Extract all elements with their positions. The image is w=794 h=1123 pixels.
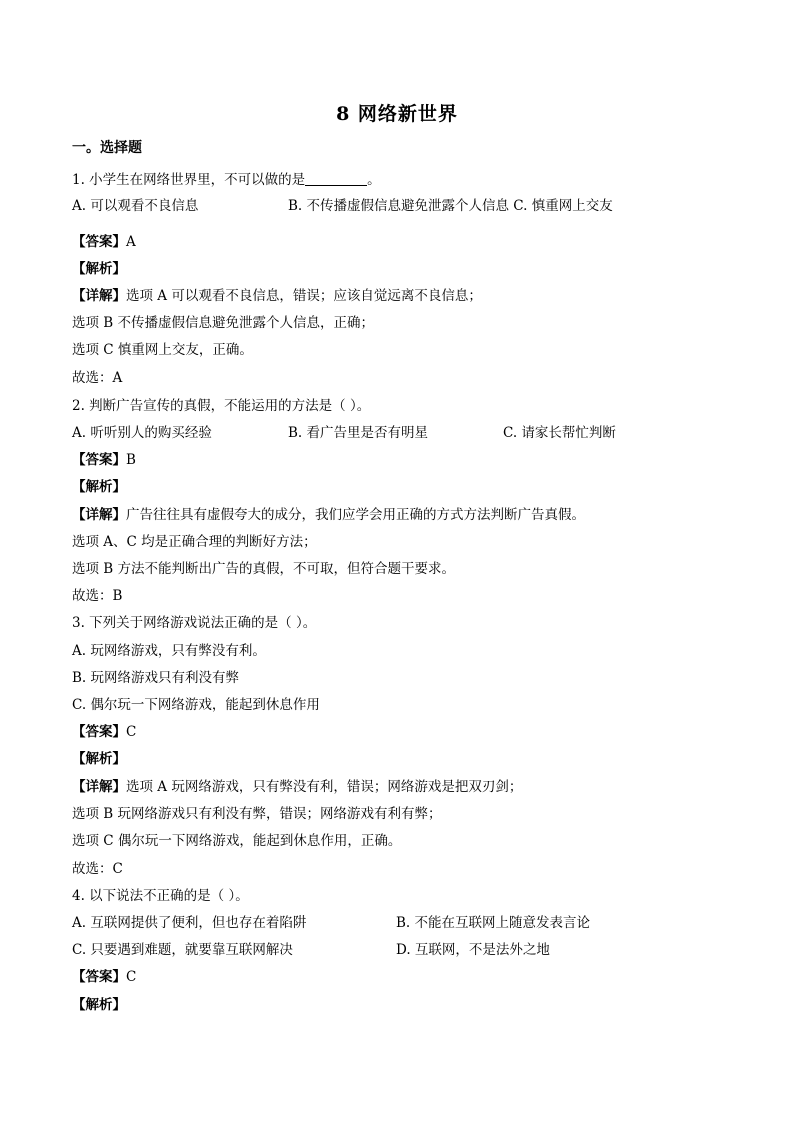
question-3-answer [72,722,136,742]
question-4-answer [72,967,136,987]
question-1-detail-1 [72,286,482,306]
answer-value: B [126,452,136,468]
question-1-conclusion: 故选：A [72,370,123,386]
question-2-detail-3: 选项 B 方法不能判断出广告的真假，不可取，但符合题干要求。 [72,561,456,577]
question-3-detail-2: 选项 B 玩网络游戏只有利没有弊，错误；网络游戏有利有弊； [72,806,442,822]
answer-value: A [126,234,136,250]
question-3-option-b: B. 玩网络游戏只有利没有弊 [72,670,240,686]
question-1-analysis [72,259,126,279]
question-3-stem: 3. 下列关于网络游戏说法正确的是（ ）。 [72,615,317,631]
question-4-option-b: B. 不能在互联网上随意发表言论 [396,915,591,931]
detail-tag: 【详解】 [72,288,126,304]
detail-text: 选项 A 玩网络游戏，只有弊没有利，错误；网络游戏是把双刃剑； [126,779,523,795]
question-2-detail-2: 选项 A、C 均是正确合理的判断好方法； [72,534,317,550]
answer-value: C [126,969,137,985]
question-4-analysis [72,995,126,1015]
question-4-option-c: C. 只要遇到难题，就要靠互联网解决 [72,942,293,958]
answer-tag: 【答案】 [72,969,126,985]
question-4-option-a: A. 互联网提供了便利，但也存在着陷阱 [72,915,307,931]
answer-tag: 【答案】 [72,234,126,250]
analysis-tag: 【解析】 [72,997,126,1013]
answer-value: C [126,724,137,740]
detail-tag: 【详解】 [72,779,126,795]
question-2-option-c: C. 请家长帮忙判断 [503,425,616,441]
question-3-detail-3: 选项 C 偶尔玩一下网络游戏，能起到休息作用，正确。 [72,833,402,849]
question-2-detail-1 [72,505,585,525]
question-1-detail-3: 选项 C 慎重网上交友，正确。 [72,342,253,358]
question-3-detail-1 [72,777,522,797]
question-2-conclusion: 故选：B [72,588,123,604]
question-2-answer [72,450,136,470]
question-1-option-a: A. 可以观看不良信息 [72,198,199,214]
detail-text: 选项 A 可以观看不良信息，错误；应该自觉远离不良信息； [126,288,482,304]
analysis-tag: 【解析】 [72,479,126,495]
question-1-stem-text: 1. 小学生在网络世界里，不可以做的是 [72,172,306,188]
question-4-option-d: D. 互联网，不是法外之地 [396,942,550,958]
answer-tag: 【答案】 [72,452,126,468]
question-3-option-c: C. 偶尔玩一下网络游戏，能起到休息作用 [72,697,320,713]
section-heading: 一。选择题 [72,140,142,156]
question-2-stem: 2. 判断广告宣传的真假，不能运用的方法是（ ）。 [72,398,371,414]
question-1-answer [72,232,136,252]
question-1-detail-2: 选项 B 不传播虚假信息避免泄露个人信息，正确； [72,315,375,331]
question-1-stem [72,170,381,190]
question-1-option-bc: B. 不传播虚假信息避免泄露个人信息 C. 慎重网上交友 [288,198,613,214]
detail-tag: 【详解】 [72,507,126,523]
question-1-stem-end: 。 [367,172,381,188]
question-2-option-a: A. 听听别人的购买经验 [72,425,212,441]
question-3-analysis [72,749,126,769]
analysis-tag: 【解析】 [72,751,126,767]
question-3-conclusion: 故选：C [72,861,123,877]
answer-blank [305,171,367,186]
answer-tag: 【答案】 [72,724,126,740]
question-4-stem: 4. 以下说法不正确的是（ ）。 [72,888,249,904]
page-title: 8 网络新世界 [336,103,458,125]
detail-text: 广告往往具有虚假夸大的成分，我们应学会用正确的方式方法判断广告真假。 [126,507,585,523]
question-3-option-a: A. 玩网络游戏，只有弊没有利。 [72,643,266,659]
question-2-option-b: B. 看广告里是否有明星 [288,425,429,441]
question-2-analysis [72,477,126,497]
analysis-tag: 【解析】 [72,261,126,277]
